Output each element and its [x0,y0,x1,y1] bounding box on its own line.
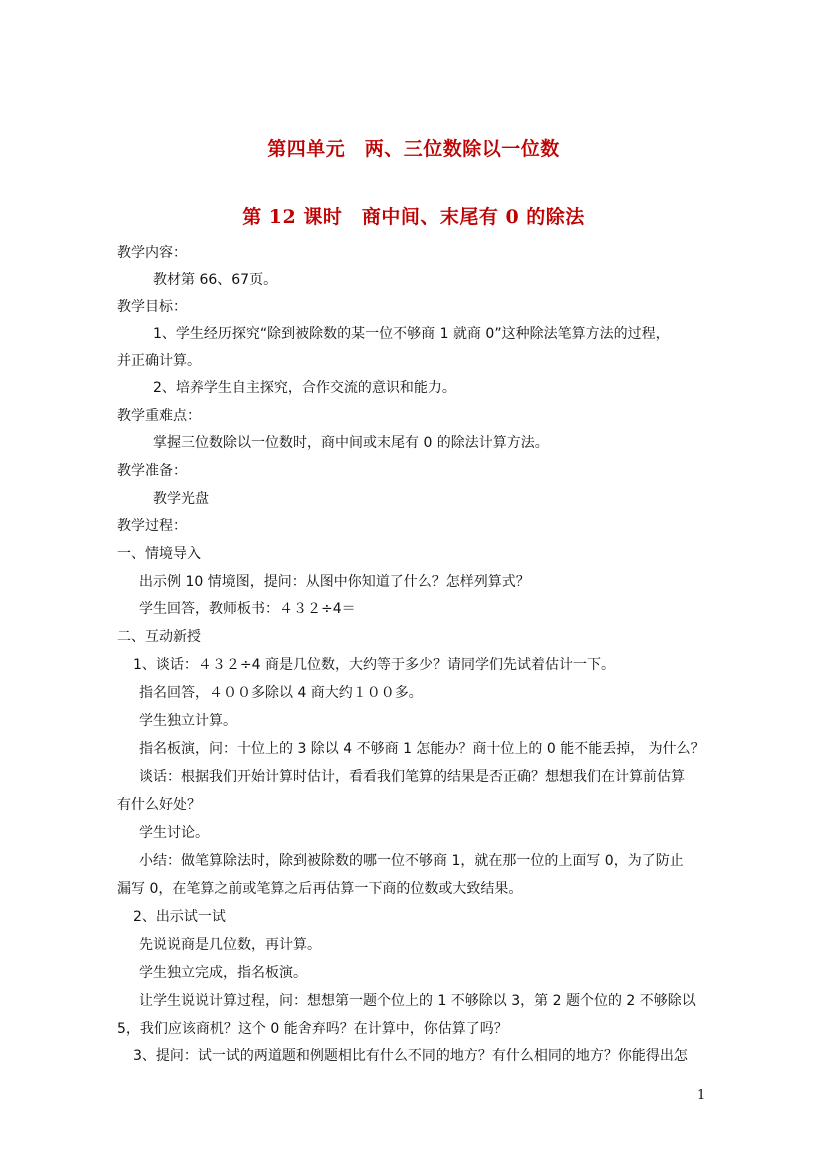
text-line: 2、出示试一试 [133,909,226,925]
heading-content: 教学内容： [117,245,187,261]
heading-keypoints: 教学重难点： [117,408,201,424]
lesson-title: 第 12 课时 商中间、末尾有 0 的除法 [242,206,585,228]
text-line: 1、学生经历探究“除到被除数的某一位不够商 1 就商 0”这种除法笔算方法的过程， [153,326,670,342]
heading-preparation: 教学准备： [117,463,187,479]
text-line: 学生讨论。 [139,825,209,841]
text-line: 并正确计算。 [117,353,201,369]
text-line: 指名回答，４００多除以 4 商大约１００多。 [139,685,423,701]
text-line: 漏写 0，在笔算之前或笔算之后再估算一下商的位数或大致结果。 [117,881,523,897]
text-line: 学生回答，教师板书：４３２÷4＝ [139,601,356,617]
page-number: 1 [697,1088,706,1103]
text-line: 1、谈话：４３２÷4 商是几位数，大约等于多少？请同学们先试着估计一下。 [133,657,615,673]
text-line: 有什么好处？ [117,797,201,813]
heading-goals: 教学目标： [117,299,187,315]
text-line: 2、培养学生自主探究，合作交流的意识和能力。 [153,380,456,396]
heading-process: 教学过程： [117,518,187,534]
unit-title: 第四单元 两、三位数除以一位数 [267,138,560,160]
text-line: 小结：做笔算除法时，除到被除数的哪一位不够商 1，就在那一位的上面写 0，为了防止 [139,853,684,869]
text-line: 3、提问：试一试的两道题和例题相比有什么不同的地方？有什么相同的地方？你能得出怎 [133,1048,688,1064]
text-line: 先说说商是几位数，再计算。 [139,937,321,953]
text-line: 掌握三位数除以一位数时，商中间或末尾有 0 的除法计算方法。 [153,435,549,451]
text-line: 让学生说说计算过程，问：想想第一题个位上的 1 不够除以 3，第 2 题个位的 2 不够除以 [139,993,696,1009]
section-heading: 二、互动新授 [117,629,201,645]
text-line: 谈话：根据我们开始计算时估计，看看我们笔算的结果是否正确？想想我们在计算前估算 [139,769,685,785]
text-line: 学生独立完成，指名板演。 [139,965,307,981]
text-line: 出示例 10 情境图，提问：从图中你知道了什么？怎样列算式？ [139,574,530,590]
section-heading: 一、情境导入 [117,546,201,562]
text-line: 教材第 66、67页。 [153,272,278,288]
text-line: 学生独立计算。 [139,713,237,729]
text-line: 5，我们应该商机？这个 0 能舍弃吗？在计算中，你估算了吗？ [117,1021,508,1037]
text-line: 教学光盘 [153,491,209,507]
text-line: 指名板演，问：十位上的 3 除以 4 不够商 1 怎能办？商十位上的 0 能不能丢掉， 为什么？ [139,741,705,757]
